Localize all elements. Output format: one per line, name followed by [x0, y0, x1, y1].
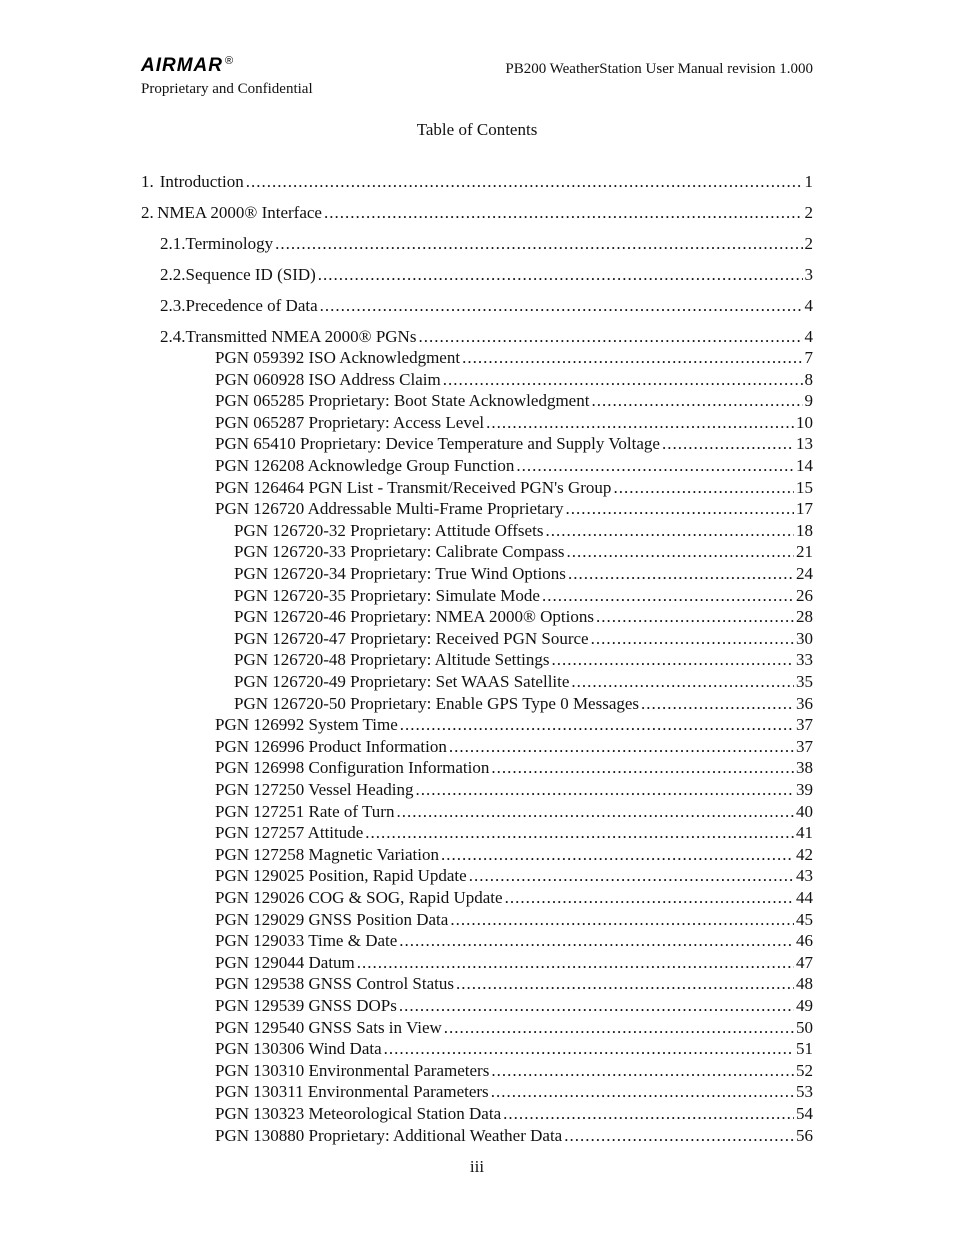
toc-entry-title: Sequence ID (SID): [185, 265, 316, 284]
toc-entry[interactable]: [215, 1104, 813, 1124]
toc-entry-page: 44: [796, 888, 813, 907]
toc-entry-page: 4: [804, 327, 813, 346]
toc-entry[interactable]: [215, 845, 813, 865]
toc-entry-page: 30: [796, 628, 813, 648]
airmar-logo: [141, 55, 234, 77]
toc-leader-dots: [318, 265, 803, 285]
toc-entry[interactable]: [234, 607, 813, 627]
toc-entry-title: PGN 130310 Environmental Parameters: [215, 1060, 490, 1080]
toc-leader-dots: [486, 413, 794, 433]
toc-entry-page: 18: [796, 520, 813, 540]
toc-entry-page: 50: [796, 1017, 813, 1037]
toc-entry-page: 17: [796, 499, 813, 519]
toc-entry-page: 51: [796, 1039, 813, 1059]
toc-entry-title: Precedence of Data: [185, 296, 318, 315]
toc-entry-title: PGN 129538 GNSS Control Status: [215, 974, 454, 994]
toc-entry-title: PGN 126992 System Time: [215, 715, 398, 735]
toc-entry-page: 54: [796, 1104, 813, 1123]
toc-entry-title: PGN 126208 Acknowledge Group Function: [215, 456, 515, 475]
toc-entry-title: PGN 065285 Proprietary: Boot State Acknowledgment: [215, 391, 590, 411]
toc-entry-title: PGN 130306 Wind Data: [215, 1039, 382, 1059]
toc-entry[interactable]: [234, 672, 813, 692]
toc-leader-dots: [542, 586, 794, 606]
toc-leader-dots: [384, 1039, 794, 1059]
toc-leader-dots: [246, 172, 803, 192]
toc-leader-dots: [641, 694, 794, 714]
toc-entry-page: 7: [804, 348, 813, 367]
logo-text: AIRMAR: [141, 55, 223, 76]
toc-entry-title: PGN 65410 Proprietary: Device Temperature and Supply Voltage: [215, 434, 660, 454]
toc-entry-page: 52: [796, 1060, 813, 1080]
toc-entry-title: PGN 127250 Vessel Heading: [215, 780, 414, 799]
toc-entry-title: NMEA 2000® Interface: [157, 203, 322, 222]
toc-leader-dots: [449, 737, 794, 757]
toc-entry-title: PGN 065287 Proprietary: Access Level: [215, 412, 485, 432]
toc-entry[interactable]: [215, 974, 813, 994]
toc-entry[interactable]: [234, 650, 813, 670]
toc-entry-title: PGN 127258 Magnetic Variation: [215, 844, 439, 864]
toc-entry[interactable]: [215, 758, 813, 778]
toc-leader-dots: [324, 203, 803, 223]
toc-entry-page: 13: [796, 434, 813, 454]
toc-entry-page: 53: [796, 1082, 813, 1102]
toc-leader-dots: [591, 629, 794, 649]
toc-entry[interactable]: [215, 391, 813, 411]
toc-entry-title: PGN 129540 GNSS Sats in View: [215, 1017, 442, 1037]
toc-entry-title: PGN 060928 ISO Address Claim: [215, 369, 441, 389]
toc-leader-dots: [456, 974, 794, 994]
toc-leader-dots: [396, 802, 794, 822]
toc-entry-title: PGN 130311 Environmental Parameters: [215, 1082, 489, 1102]
toc-entry[interactable]: [215, 953, 813, 973]
toc-leader-dots: [441, 845, 794, 865]
toc-leader-dots: [365, 823, 794, 843]
toc-leader-dots: [596, 607, 794, 627]
toc-entry-page: 49: [796, 996, 813, 1015]
toc-leader-dots: [568, 564, 794, 584]
toc-entry-page: 38: [796, 758, 813, 778]
toc-entry-page: 39: [796, 780, 813, 799]
toc-leader-dots: [662, 434, 794, 454]
toc-entry-title: PGN 129029 GNSS Position Data: [215, 909, 449, 929]
toc-leader-dots: [450, 910, 794, 930]
toc-leader-dots: [613, 478, 794, 498]
toc-entry[interactable]: [215, 456, 813, 476]
toc-entry-page: 28: [796, 607, 813, 627]
toc-entry[interactable]: [215, 780, 813, 800]
toc-entry-number: 2.1.: [160, 234, 186, 253]
toc-entry-title: PGN 129033 Time & Date: [215, 931, 398, 951]
toc-entry-number: 2.3.: [160, 296, 186, 315]
toc-leader-dots: [567, 542, 794, 562]
toc-entry[interactable]: [234, 629, 813, 649]
toc-entry-title: PGN 126998 Configuration Information: [215, 758, 490, 778]
toc-entry[interactable]: [215, 931, 813, 951]
toc-leader-dots: [551, 650, 794, 670]
toc-entry-page: 43: [796, 866, 813, 886]
toc-entry[interactable]: [215, 1126, 813, 1146]
toc-leader-dots: [399, 931, 794, 951]
toc-entry-title: Transmitted NMEA 2000® PGNs: [185, 327, 417, 346]
toc-leader-dots: [591, 391, 802, 411]
toc-entry-title: PGN 126720-34 Proprietary: True Wind Options: [234, 564, 566, 583]
toc-entry[interactable]: [215, 348, 813, 368]
toc-entry-number: 1.: [141, 172, 154, 191]
toc-entry[interactable]: [215, 996, 813, 1016]
toc-entry-title: PGN 129026 COG & SOG, Rapid Update: [215, 888, 503, 907]
toc-entry-page: 33: [796, 650, 813, 670]
toc-entry[interactable]: [215, 737, 813, 757]
toc-entry[interactable]: [215, 1082, 813, 1102]
toc-leader-dots: [399, 996, 794, 1016]
toc-entry[interactable]: [215, 715, 813, 735]
toc-entry[interactable]: [160, 234, 813, 254]
toc-leader-dots: [503, 1104, 794, 1124]
toc-entry[interactable]: [215, 1018, 813, 1038]
toc-entry-title: PGN 059392 ISO Acknowledgment: [215, 348, 461, 367]
toc-entry-title: PGN 126720-33 Proprietary: Calibrate Compass: [234, 542, 565, 562]
toc-entry[interactable]: [215, 910, 813, 930]
toc-entry-page: 35: [796, 672, 813, 691]
toc-entry-page: 40: [796, 801, 813, 821]
toc-entry-page: 1: [804, 172, 813, 191]
toc-entry[interactable]: [234, 542, 813, 562]
toc-leader-dots: [320, 296, 803, 316]
toc-leader-dots: [469, 866, 794, 886]
toc-entry-page: 14: [796, 456, 813, 475]
toc-entry-page: 37: [796, 715, 813, 735]
toc-entry[interactable]: [215, 413, 813, 433]
toc-entry[interactable]: [215, 434, 813, 454]
toc-entry-page: 24: [796, 564, 813, 583]
toc-entry[interactable]: [234, 521, 813, 541]
toc-leader-dots: [275, 234, 802, 254]
toc-entry-title: PGN 126720-46 Proprietary: NMEA 2000® Options: [234, 607, 594, 627]
toc-entry-page: 2: [804, 203, 813, 222]
toc-entry[interactable]: [215, 370, 813, 390]
toc-entry-page: 37: [796, 736, 813, 756]
toc-entry[interactable]: [215, 802, 813, 822]
toc-leader-dots: [505, 888, 794, 908]
toc-leader-dots: [491, 758, 794, 778]
toc-entry-page: 41: [796, 823, 813, 843]
toc-leader-dots: [491, 1082, 794, 1102]
toc-entry-title: PGN 129025 Position, Rapid Update: [215, 866, 467, 886]
toc-entry[interactable]: [215, 478, 813, 498]
toc-entry[interactable]: [234, 694, 813, 714]
toc-entry-title: PGN 126720-48 Proprietary: Altitude Settings: [234, 650, 550, 670]
toc-entry-page: 45: [796, 909, 813, 929]
page-number: iii: [469, 1157, 485, 1176]
toc-entry-title: PGN 126720-50 Proprietary: Enable GPS Type 0 Messages: [234, 693, 640, 713]
toc-entry-page: 48: [796, 974, 813, 994]
toc-entry[interactable]: [215, 888, 813, 908]
toc-entry[interactable]: [160, 296, 813, 316]
toc-entry-title: PGN 127257 Attitude: [215, 823, 364, 843]
toc-leader-dots: [491, 1061, 794, 1081]
registered-mark: ®: [225, 55, 235, 67]
toc-entry[interactable]: [160, 265, 813, 285]
toc-entry-page: 47: [796, 952, 813, 972]
proprietary-notice: Proprietary and Confidential: [141, 81, 313, 97]
toc-entry[interactable]: [215, 823, 813, 843]
toc-entry-page: 3: [804, 265, 813, 284]
toc-heading: Table of Contents: [416, 120, 538, 139]
toc-leader-dots: [462, 348, 802, 368]
toc-entry-page: 9: [804, 391, 813, 411]
toc-entry-title: Terminology: [185, 234, 274, 253]
toc-entry-page: 8: [804, 369, 813, 389]
toc-entry-page: 15: [796, 477, 813, 497]
toc-entry[interactable]: [215, 1039, 813, 1059]
toc-leader-dots: [415, 780, 794, 800]
toc-entry-title: PGN 126720-32 Proprietary: Attitude Offsets: [234, 520, 544, 540]
toc-entry-title: PGN 126464 PGN List - Transmit/Received PGN's Group: [215, 477, 612, 497]
toc-entry-title: PGN 129539 GNSS DOPs: [215, 996, 397, 1015]
toc-entry-title: PGN 126720-49 Proprietary: Set WAAS Satellite: [234, 672, 570, 691]
toc-leader-dots: [418, 327, 802, 347]
toc-entry-title: PGN 126720-47 Proprietary: Received PGN Source: [234, 628, 589, 648]
toc-entry-title: PGN 129044 Datum: [215, 952, 355, 972]
toc-entry-title: Introduction: [159, 172, 244, 191]
toc-entry[interactable]: [141, 203, 813, 223]
toc-entry-page: 46: [796, 931, 813, 951]
toc-entry-page: 56: [796, 1125, 813, 1145]
toc-entry-title: PGN 126720-35 Proprietary: Simulate Mode: [234, 585, 540, 605]
toc-entry-page: 2: [804, 234, 813, 253]
toc-entry-title: PGN 130323 Meteorological Station Data: [215, 1104, 502, 1123]
toc-entry-page: 4: [804, 296, 813, 315]
toc-entry[interactable]: [141, 172, 813, 192]
toc-entry-title: PGN 126720 Addressable Multi-Frame Proprietary: [215, 499, 564, 519]
toc-entry-number: 2.4.: [160, 327, 186, 346]
toc-leader-dots: [443, 370, 803, 390]
toc-leader-dots: [400, 715, 794, 735]
toc-entry[interactable]: [215, 499, 813, 519]
toc-entry-title: PGN 127251 Rate of Turn: [215, 801, 395, 821]
toc-entry-number: 2.: [141, 203, 154, 222]
toc-leader-dots: [444, 1018, 794, 1038]
toc-entry-page: 42: [796, 844, 813, 864]
toc-entry[interactable]: [215, 1061, 813, 1081]
toc-entry-title: PGN 126996 Product Information: [215, 736, 447, 756]
toc-entry-page: 10: [796, 412, 813, 432]
toc-entry-title: PGN 130880 Proprietary: Additional Weather Data: [215, 1125, 563, 1145]
toc-entry-number: 2.2.: [160, 265, 186, 284]
toc-entry-page: 21: [796, 542, 813, 562]
toc-leader-dots: [565, 499, 794, 519]
toc-leader-dots: [571, 672, 794, 692]
document-title: PB200 WeatherStation User Manual revision 1.000: [505, 61, 813, 77]
toc-leader-dots: [545, 521, 794, 541]
toc-entry-page: 26: [796, 585, 813, 605]
toc-entry[interactable]: [160, 327, 813, 347]
toc-leader-dots: [564, 1126, 794, 1146]
toc-entry[interactable]: [234, 564, 813, 584]
toc-leader-dots: [357, 953, 794, 973]
toc-entry[interactable]: [234, 586, 813, 606]
toc-leader-dots: [516, 456, 794, 476]
toc-entry[interactable]: [215, 866, 813, 886]
toc-entry-page: 36: [796, 693, 813, 713]
